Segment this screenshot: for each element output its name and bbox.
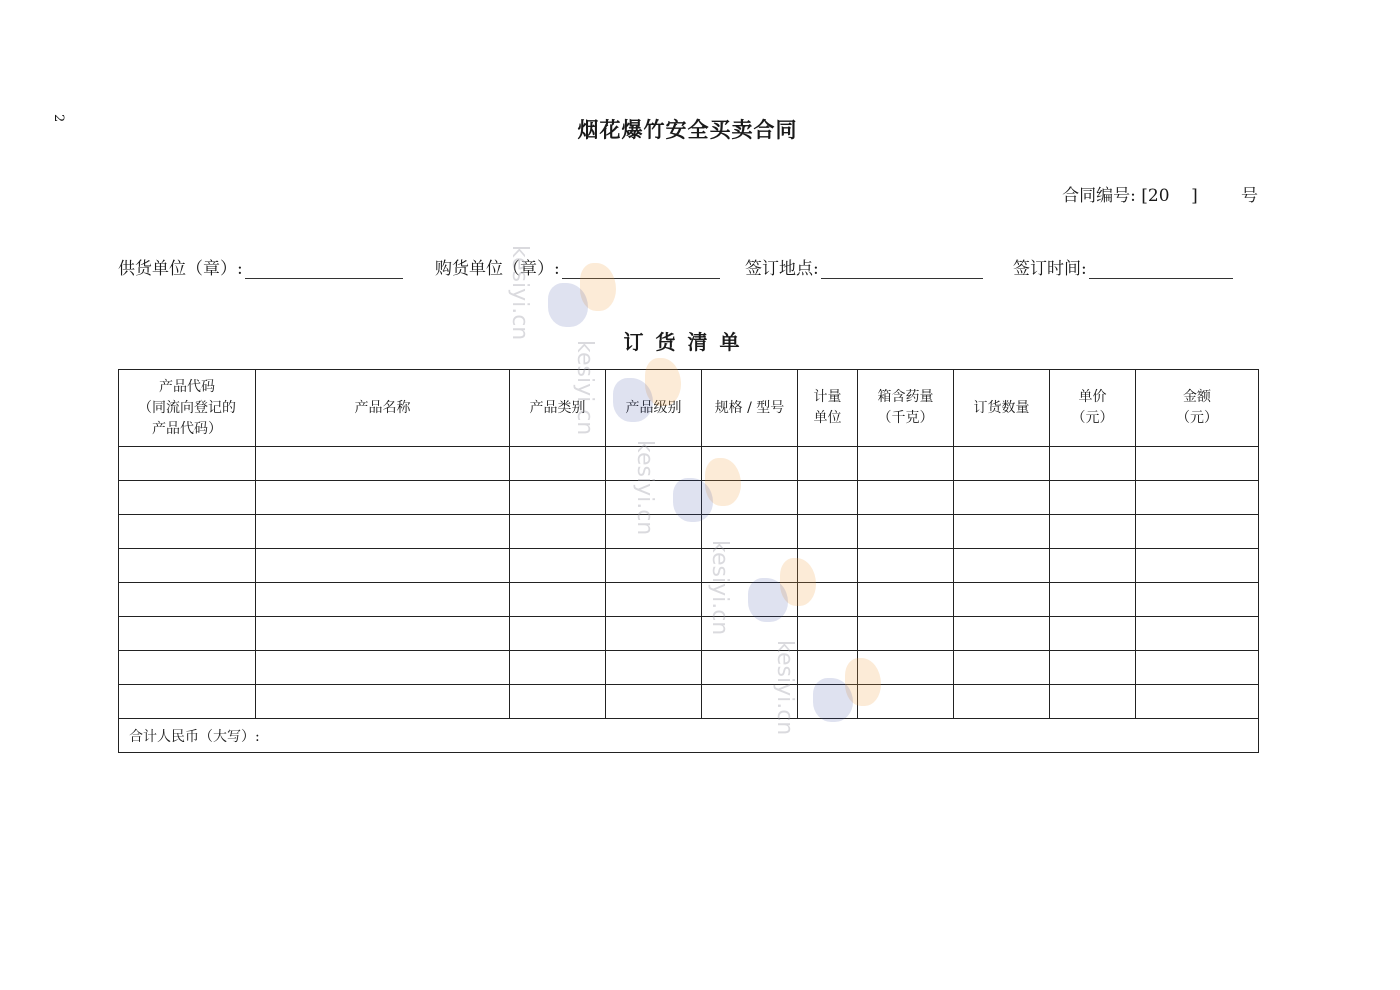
table-cell-product-grade[interactable] bbox=[606, 617, 702, 651]
table-cell-box-powder[interactable] bbox=[858, 549, 954, 583]
table-cell-box-powder[interactable] bbox=[858, 481, 954, 515]
table-cell-product-grade[interactable] bbox=[606, 481, 702, 515]
header-line: 订货数量 bbox=[973, 399, 1030, 416]
header-amount bbox=[1136, 370, 1259, 447]
header-line: （元） bbox=[1071, 410, 1114, 426]
table-row bbox=[119, 651, 1259, 685]
total-cell[interactable] bbox=[119, 719, 1259, 753]
table-cell-unit[interactable] bbox=[798, 481, 858, 515]
table-cell-unit[interactable] bbox=[798, 617, 858, 651]
sign-date-input-line[interactable] bbox=[1089, 258, 1233, 279]
buyer-field bbox=[435, 254, 720, 279]
table-cell-order-qty[interactable] bbox=[954, 685, 1050, 719]
header-product-category bbox=[510, 370, 606, 447]
supplier-input-line[interactable] bbox=[245, 258, 403, 279]
table-cell-box-powder[interactable] bbox=[858, 515, 954, 549]
table-cell-amount[interactable] bbox=[1136, 583, 1259, 617]
table-cell-product-name[interactable] bbox=[256, 549, 510, 583]
table-cell-amount[interactable] bbox=[1136, 447, 1259, 481]
table-cell-unit[interactable] bbox=[798, 549, 858, 583]
total-label: 合计人民币（大写）: bbox=[129, 728, 260, 745]
table-header-row bbox=[119, 370, 1259, 447]
table-cell-order-qty[interactable] bbox=[954, 481, 1050, 515]
header-line: 金额 bbox=[1183, 389, 1211, 405]
contract-number: 合同编号: [20 ] 号 bbox=[1062, 186, 1258, 206]
table-cell-unit-price[interactable] bbox=[1050, 583, 1136, 617]
table-cell-product-name[interactable] bbox=[256, 617, 510, 651]
table-cell-order-qty[interactable] bbox=[954, 447, 1050, 481]
table-row bbox=[119, 515, 1259, 549]
table-cell-box-powder[interactable] bbox=[858, 447, 954, 481]
table-cell-product-code[interactable] bbox=[119, 685, 256, 719]
table-cell-product-name[interactable] bbox=[256, 583, 510, 617]
table-row bbox=[119, 617, 1259, 651]
party-fields bbox=[118, 254, 1258, 282]
table-cell-product-grade[interactable] bbox=[606, 651, 702, 685]
table-cell-spec-model[interactable] bbox=[702, 515, 798, 549]
watermark-text: kesiyi.cn bbox=[632, 440, 657, 536]
header-product-grade bbox=[606, 370, 702, 447]
table-cell-product-category[interactable] bbox=[510, 617, 606, 651]
watermark-figure-blue bbox=[548, 283, 588, 327]
order-table bbox=[118, 369, 1259, 753]
table-cell-product-code[interactable] bbox=[119, 481, 256, 515]
table-cell-box-powder[interactable] bbox=[858, 685, 954, 719]
header-box-powder bbox=[858, 370, 954, 447]
header-spec-model bbox=[702, 370, 798, 447]
table-cell-box-powder[interactable] bbox=[858, 617, 954, 651]
table-cell-unit-price[interactable] bbox=[1050, 447, 1136, 481]
section-title: 订货清单 bbox=[623, 330, 752, 354]
table-cell-order-qty[interactable] bbox=[954, 583, 1050, 617]
header-line: （元） bbox=[1176, 410, 1218, 426]
sign-date-field bbox=[1013, 254, 1233, 279]
table-row bbox=[119, 583, 1259, 617]
table-cell-spec-model[interactable] bbox=[702, 549, 798, 583]
table-cell-unit[interactable] bbox=[798, 685, 858, 719]
table-cell-unit-price[interactable] bbox=[1050, 549, 1136, 583]
table-cell-spec-model[interactable] bbox=[702, 651, 798, 685]
supplier-label: 供货单位（章）: bbox=[118, 259, 243, 279]
table-cell-unit-price[interactable] bbox=[1050, 481, 1136, 515]
table-row bbox=[119, 447, 1259, 481]
header-unit-price bbox=[1050, 370, 1136, 447]
table-cell-product-code[interactable] bbox=[119, 583, 256, 617]
total-row bbox=[119, 719, 1259, 753]
table-cell-product-code[interactable] bbox=[119, 651, 256, 685]
table-cell-unit-price[interactable] bbox=[1050, 685, 1136, 719]
table-cell-product-name[interactable] bbox=[256, 481, 510, 515]
table-body bbox=[119, 447, 1259, 719]
sign-date-label: 签订时间: bbox=[1013, 259, 1087, 279]
table-cell-product-name[interactable] bbox=[256, 447, 510, 481]
table-cell-unit-price[interactable] bbox=[1050, 617, 1136, 651]
table-cell-product-name[interactable] bbox=[256, 515, 510, 549]
table-cell-order-qty[interactable] bbox=[954, 617, 1050, 651]
table-cell-amount[interactable] bbox=[1136, 481, 1259, 515]
table-cell-amount[interactable] bbox=[1136, 549, 1259, 583]
table-cell-product-category[interactable] bbox=[510, 481, 606, 515]
table-cell-product-category[interactable] bbox=[510, 651, 606, 685]
header-line: 产品代码 bbox=[159, 378, 215, 395]
document-title: 烟花爆竹安全买卖合同 bbox=[577, 118, 798, 142]
watermark-text: kesiyi.cn bbox=[772, 640, 797, 736]
table-cell-amount[interactable] bbox=[1136, 617, 1259, 651]
header-order-qty bbox=[954, 370, 1050, 447]
sign-place-label: 签订地点: bbox=[745, 259, 819, 279]
table-cell-product-grade[interactable] bbox=[606, 549, 702, 583]
table-row bbox=[119, 685, 1259, 719]
table-cell-product-grade[interactable] bbox=[606, 515, 702, 549]
sign-place-input-line[interactable] bbox=[821, 258, 983, 279]
header-line: 产品代码） bbox=[152, 420, 222, 437]
table-cell-product-name[interactable] bbox=[256, 651, 510, 685]
table-cell-box-powder[interactable] bbox=[858, 651, 954, 685]
table-cell-product-name[interactable] bbox=[256, 685, 510, 719]
table-cell-spec-model[interactable] bbox=[702, 617, 798, 651]
table-cell-order-qty[interactable] bbox=[954, 549, 1050, 583]
table-cell-unit[interactable] bbox=[798, 651, 858, 685]
buyer-input-line[interactable] bbox=[562, 258, 720, 279]
header-line: 单位 bbox=[813, 410, 842, 426]
table-cell-unit[interactable] bbox=[798, 583, 858, 617]
table-cell-unit-price[interactable] bbox=[1050, 515, 1136, 549]
header-line: 单价 bbox=[1078, 389, 1107, 405]
header-product-name bbox=[256, 370, 510, 447]
table-cell-product-category[interactable] bbox=[510, 583, 606, 617]
table-cell-product-grade[interactable] bbox=[606, 447, 702, 481]
table-cell-product-category[interactable] bbox=[510, 447, 606, 481]
table-cell-unit[interactable] bbox=[798, 515, 858, 549]
table-cell-product-category[interactable] bbox=[510, 685, 606, 719]
table-cell-product-code[interactable] bbox=[119, 515, 256, 549]
table-cell-order-qty[interactable] bbox=[954, 651, 1050, 685]
header-line: 产品名称 bbox=[354, 399, 411, 416]
supplier-field bbox=[118, 254, 403, 279]
header-unit bbox=[798, 370, 858, 447]
header-line: （千克） bbox=[877, 410, 934, 426]
header-line: 产品级别 bbox=[625, 399, 682, 416]
table-cell-product-grade[interactable] bbox=[606, 583, 702, 617]
table-cell-unit[interactable] bbox=[798, 447, 858, 481]
table-row bbox=[119, 549, 1259, 583]
header-line: 产品类别 bbox=[529, 399, 586, 416]
page-number: 2 bbox=[51, 114, 66, 123]
table-cell-amount[interactable] bbox=[1136, 685, 1259, 719]
table-cell-spec-model[interactable] bbox=[702, 447, 798, 481]
table-cell-spec-model[interactable] bbox=[702, 685, 798, 719]
watermark-text: kesiyi.cn bbox=[507, 245, 532, 341]
watermark-text: kesiyi.cn bbox=[572, 340, 597, 436]
table-cell-product-category[interactable] bbox=[510, 515, 606, 549]
table-cell-amount[interactable] bbox=[1136, 651, 1259, 685]
header-line: 箱含药量 bbox=[877, 389, 934, 405]
table-cell-box-powder[interactable] bbox=[858, 583, 954, 617]
table-cell-spec-model[interactable] bbox=[702, 583, 798, 617]
table-cell-product-code[interactable] bbox=[119, 549, 256, 583]
header-line: 计量 bbox=[813, 389, 842, 405]
table-row bbox=[119, 481, 1259, 515]
table-cell-product-grade[interactable] bbox=[606, 685, 702, 719]
header-line: （同流向登记的 bbox=[138, 399, 236, 416]
buyer-label: 购货单位（章）: bbox=[435, 259, 560, 279]
table-cell-product-category[interactable] bbox=[510, 549, 606, 583]
header-product-code bbox=[119, 370, 256, 447]
header-line: 规格 / 型号 bbox=[714, 399, 785, 416]
watermark-text: kesiyi.cn bbox=[707, 540, 732, 636]
table-cell-order-qty[interactable] bbox=[954, 515, 1050, 549]
table-cell-unit-price[interactable] bbox=[1050, 651, 1136, 685]
sign-place-field bbox=[745, 254, 983, 279]
table-cell-spec-model[interactable] bbox=[702, 481, 798, 515]
table-cell-product-code[interactable] bbox=[119, 617, 256, 651]
table-cell-product-code[interactable] bbox=[119, 447, 256, 481]
table-cell-amount[interactable] bbox=[1136, 515, 1259, 549]
